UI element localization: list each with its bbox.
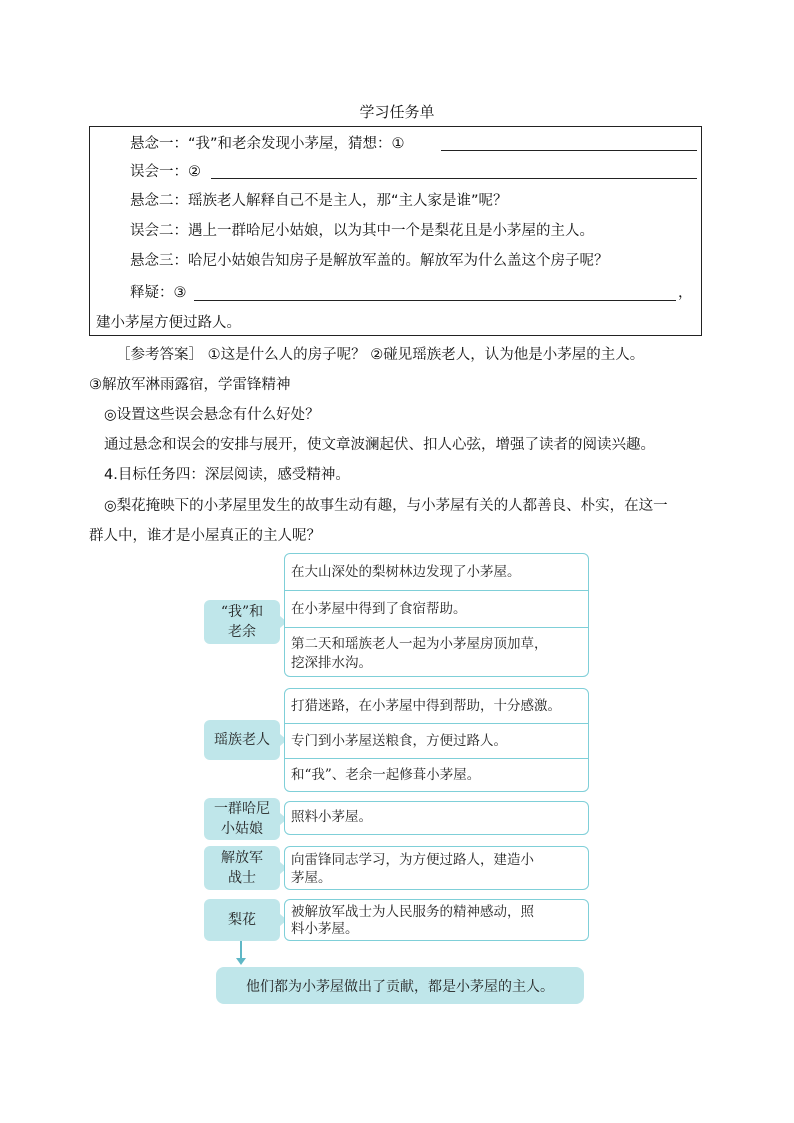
divider (285, 627, 588, 628)
page-title: 学习任务单 (359, 103, 435, 121)
blank-line-3 (194, 299, 676, 301)
blank-line-2 (211, 177, 697, 179)
list-item: 和“我”、老余一起修葺小茅屋。 (291, 766, 481, 783)
suspense-one: 悬念一：“我”和老余发现小茅屋，猜想：① (130, 136, 405, 152)
label-pla-soldiers (204, 846, 280, 890)
list-item: 照料小茅屋。 (291, 809, 372, 825)
blank-comma: ， (678, 285, 693, 301)
prompt-line-1: ◎梨花掩映下的小茅屋里发生的故事生动有趣，与小茅屋有关的人都善良、朴实，在这一 (104, 498, 668, 514)
list-item: 第二天和瑶族老人一起为小茅屋房顶加草， (291, 635, 548, 652)
list-item: 被解放军战士为人民服务的精神感动，照 (291, 904, 534, 920)
task-sheet-box (89, 126, 702, 336)
list-item: 料小茅屋。 (291, 921, 359, 937)
conclusion-box: 他们都为小茅屋做出了贡献，都是小茅屋的主人。 (216, 967, 584, 1004)
suspense-two: 悬念二：瑶族老人解释自己不是主人，那“主人家是谁”呢？ (130, 193, 508, 209)
label-line: “我”和 (220, 604, 264, 620)
question: ◎设置这些误会悬念有什么好处？ (104, 407, 320, 423)
reference-answer-cont: ③解放军淋雨露宿，学雷锋精神 (89, 377, 291, 393)
list-item: 向雷锋同志学习，为方便过路人，建造小 (291, 852, 534, 868)
label-line: 解放军 (221, 850, 263, 866)
label-line: 梨花 (228, 912, 256, 928)
list-item: 挖深排水沟。 (291, 654, 372, 671)
group-hani-girls (284, 801, 589, 835)
group-lihua (284, 899, 589, 941)
reference-answer: ［参考答案］ ①这是什么人的房子呢？ ②碰见瑶族老人，认为他是小茅屋的主人。 (116, 347, 645, 363)
prompt-line-2: 群人中，谁才是小屋真正的主人呢？ (89, 528, 321, 544)
label-hani-girls (204, 798, 280, 840)
explanation: 通过悬念和误会的安排与展开，使文章波澜起伏、扣人心弦，增强了读者的阅读兴趣。 (104, 437, 655, 453)
label-yao-elder (204, 720, 280, 760)
list-item: 打猎迷路，在小茅屋中得到帮助，十分感激。 (291, 697, 561, 714)
task-last-line: 建小茅屋方便过路人。 (96, 315, 241, 331)
label-line: 小姑娘 (221, 821, 263, 837)
label-line: 瑶族老人 (214, 732, 270, 748)
list-item: 专门到小茅屋送粮食，方便过路人。 (291, 732, 507, 749)
misunderstanding-two: 误会二：遇上一群哈尼小姑娘，以为其中一个是梨花且是小茅屋的主人。 (130, 223, 594, 239)
group-pla-soldiers (284, 846, 589, 890)
arrow-down-icon (236, 958, 246, 965)
label-line: 战士 (228, 870, 256, 886)
label-lihua (204, 899, 280, 941)
list-item: 在小茅屋中得到了食宿帮助。 (291, 600, 467, 617)
blank-line-1 (441, 149, 697, 151)
list-item: 茅屋。 (291, 870, 332, 886)
label-line: 一群哈尼 (214, 801, 270, 817)
list-item: 在大山深处的梨树林边发现了小茅屋。 (291, 563, 521, 580)
task-four: 4.目标任务四：深层阅读，感受精神。 (104, 467, 350, 483)
label-me-and-laoyu (204, 600, 280, 644)
group-me-and-laoyu (284, 553, 589, 677)
misunderstanding-one: 误会一：② (130, 164, 201, 180)
explanation-label: 释疑：③ (130, 285, 187, 301)
group-yao-elder (284, 688, 589, 792)
label-line: 老余 (227, 624, 256, 640)
suspense-three: 悬念三：哈尼小姑娘告知房子是解放军盖的。解放军为什么盖这个房子呢？ (130, 253, 609, 269)
